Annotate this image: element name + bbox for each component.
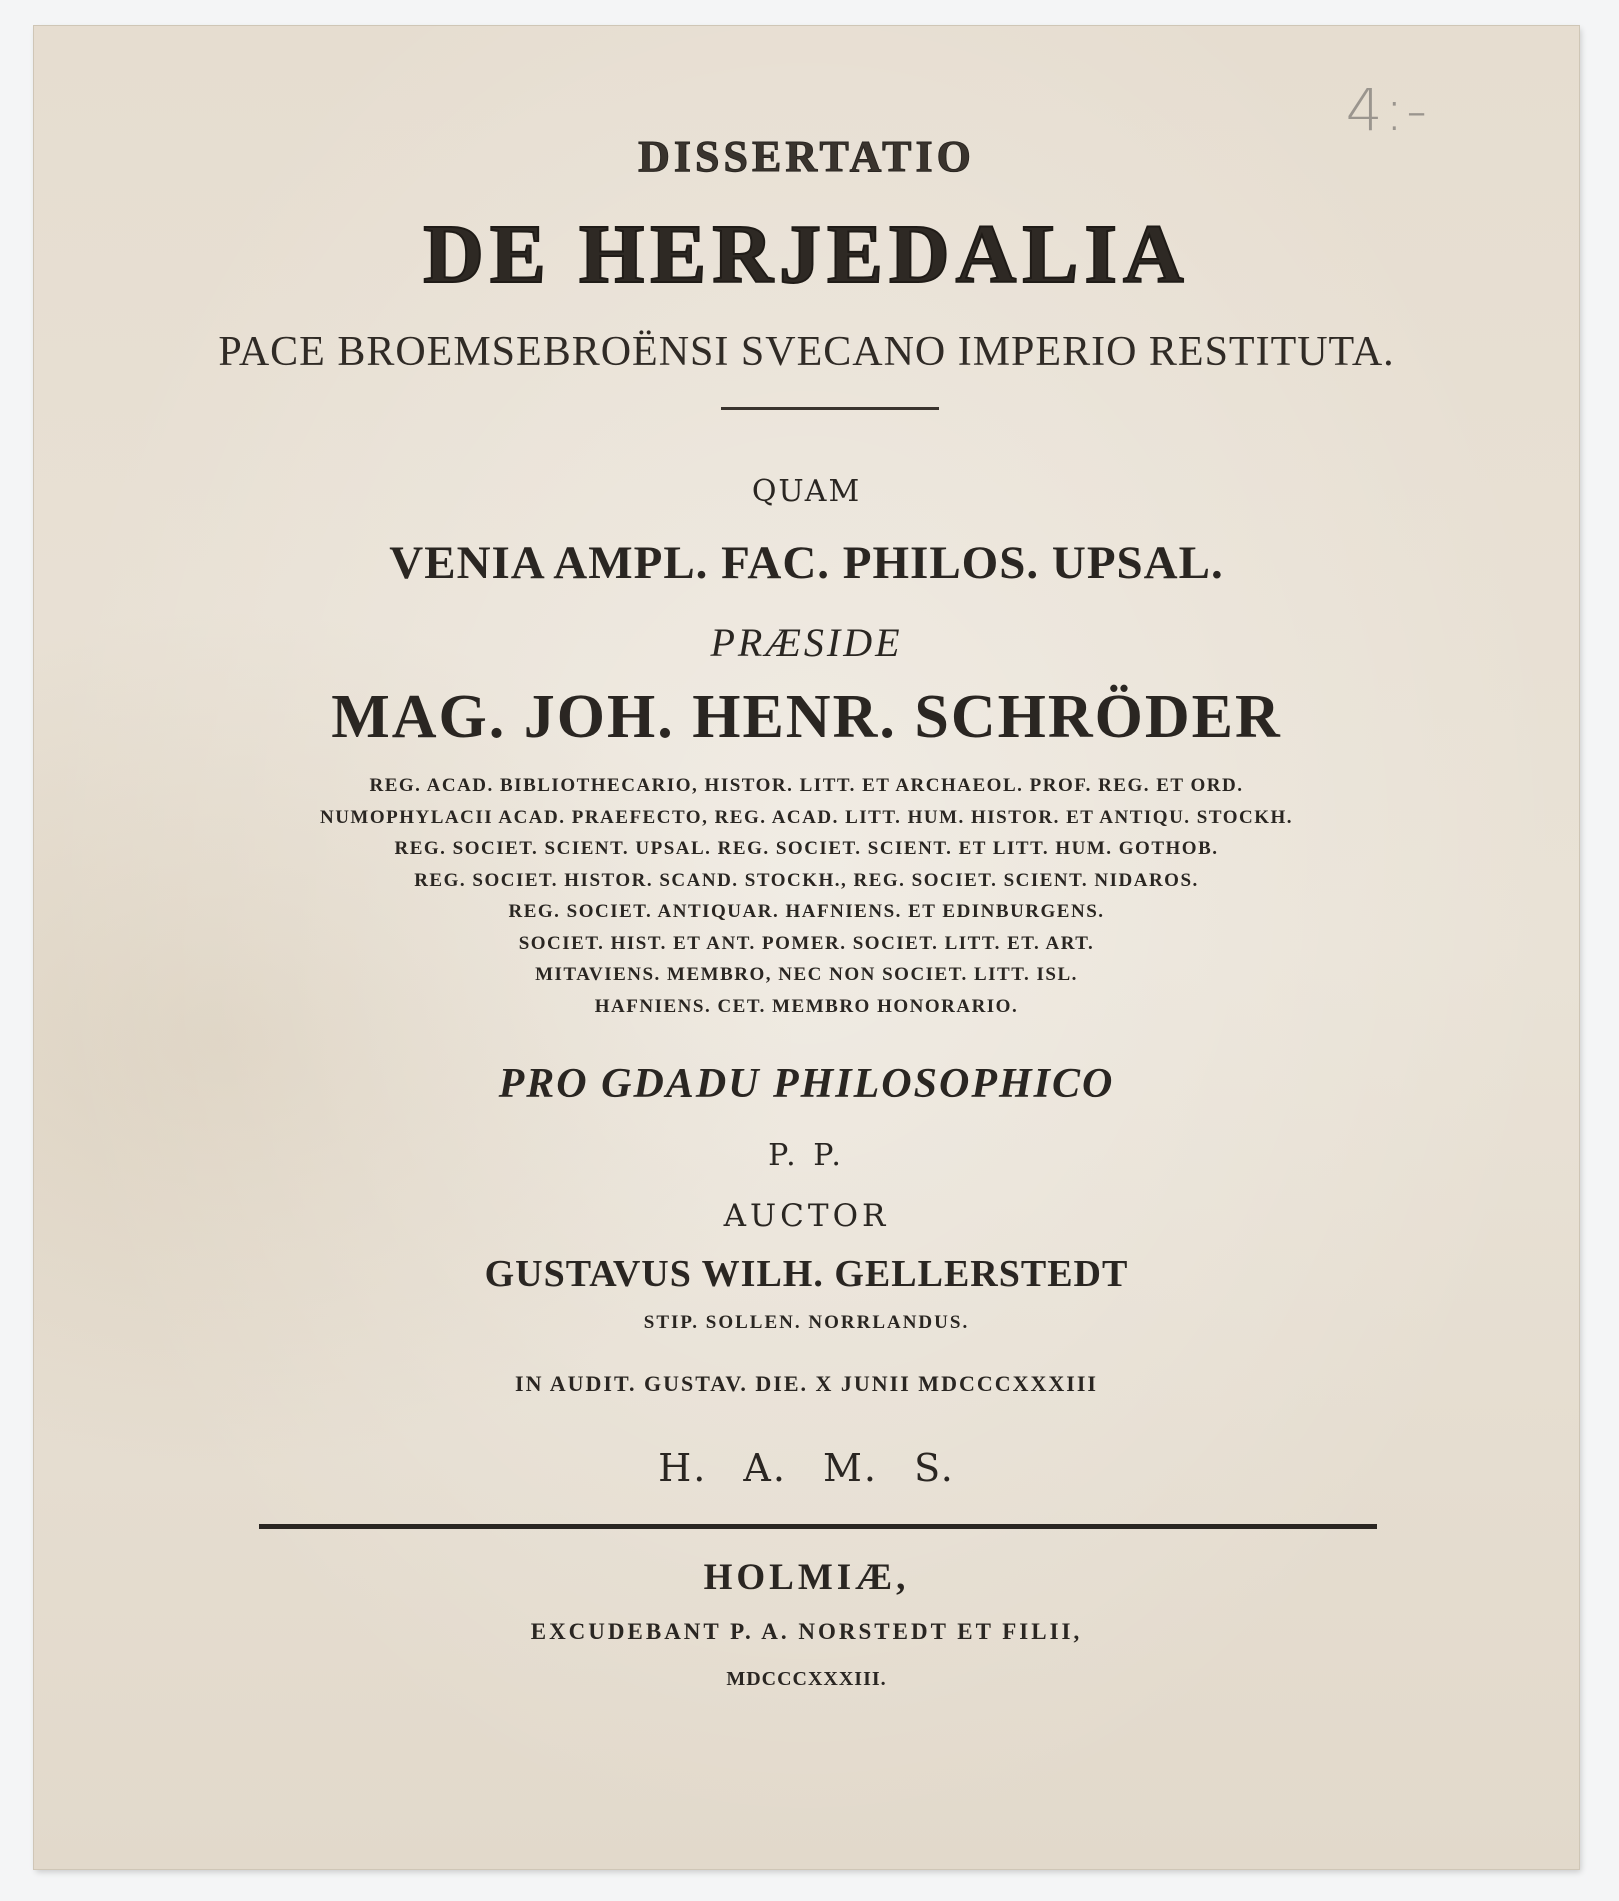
document-page [34,26,1579,1869]
title-main: DE HERJEDALIA [423,208,1190,301]
pro-gradu-line: PRO GDADU PHILOSOPHICO [498,1061,1115,1107]
divider-long [259,1524,1377,1529]
praeses-title-line: NUMOPHYLACII ACAD. PRAEFECTO, REG. ACAD. LITT. HUM. HISTOR. ET ANTIQU. STOCKH. [319,806,1293,828]
praeses-title-line: SOCIET. HIST. ET ANT. POMER. SOCIET. LITT. ET. ART. [518,932,1095,954]
praeside-line: PRÆSIDE [710,620,903,665]
venia-line: VENIA AMPL. FAC. PHILOS. UPSAL. [389,537,1224,589]
date-line: IN AUDIT. GUSTAV. DIE. X JUNII MDCCCXXXIII [515,1371,1098,1396]
praeses-titles [34,770,1579,1022]
praeses-title-line: REG. ACAD. BIBLIOTHECARIO, HISTOR. LITT. ET ARCHAEOL. PROF. REG. ET ORD. [369,775,1244,796]
imprint-place: HOLMIÆ, [703,1557,910,1598]
divider-short [721,407,939,410]
quam-line: QUAM [751,474,862,509]
subtitle: PACE BROEMSEBROËNSI SVECANO IMPERIO RESTITUTA. [218,329,1395,375]
imprint-year: MDCCCXXXIII. [726,1668,887,1690]
stip-line: STIP. SOLLEN. NORRLANDUS. [643,1312,970,1333]
handwritten-price-note: 4:- [1345,76,1429,144]
auctor-label: AUCTOR [723,1198,890,1234]
imprint-printer: EXCUDEBANT P. A. NORSTEDT ET FILII, [530,1619,1083,1644]
auctor-name: GUSTAVUS WILH. GELLERSTEDT [484,1253,1129,1295]
hams-line: H. A. M. S. [658,1446,955,1490]
praeses-title-line: REG. SOCIET. SCIENT. UPSAL. REG. SOCIET. SCIENT. ET LITT. HUM. GOTHOB. [394,838,1219,859]
praeses-title-line: REG. SOCIET. HISTOR. SCAND. STOCKH., REG. SOCIET. SCIENT. NIDAROS. [414,869,1199,891]
pp-line: P. P. [768,1138,845,1173]
praeses-title-line: HAFNIENS. CET. MEMBRO HONORARIO. [594,995,1019,1017]
title-dissertatio: DISSERTATIO [638,132,975,181]
praeses-name: MAG. JOH. HENR. SCHRÖDER [331,683,1282,751]
praeses-title-line: MITAVIENS. MEMBRO, NEC NON SOCIET. LITT. ISL. [535,964,1078,985]
praeses-title-line: REG. SOCIET. ANTIQUAR. HAFNIENS. ET EDINBURGENS. [508,901,1105,922]
